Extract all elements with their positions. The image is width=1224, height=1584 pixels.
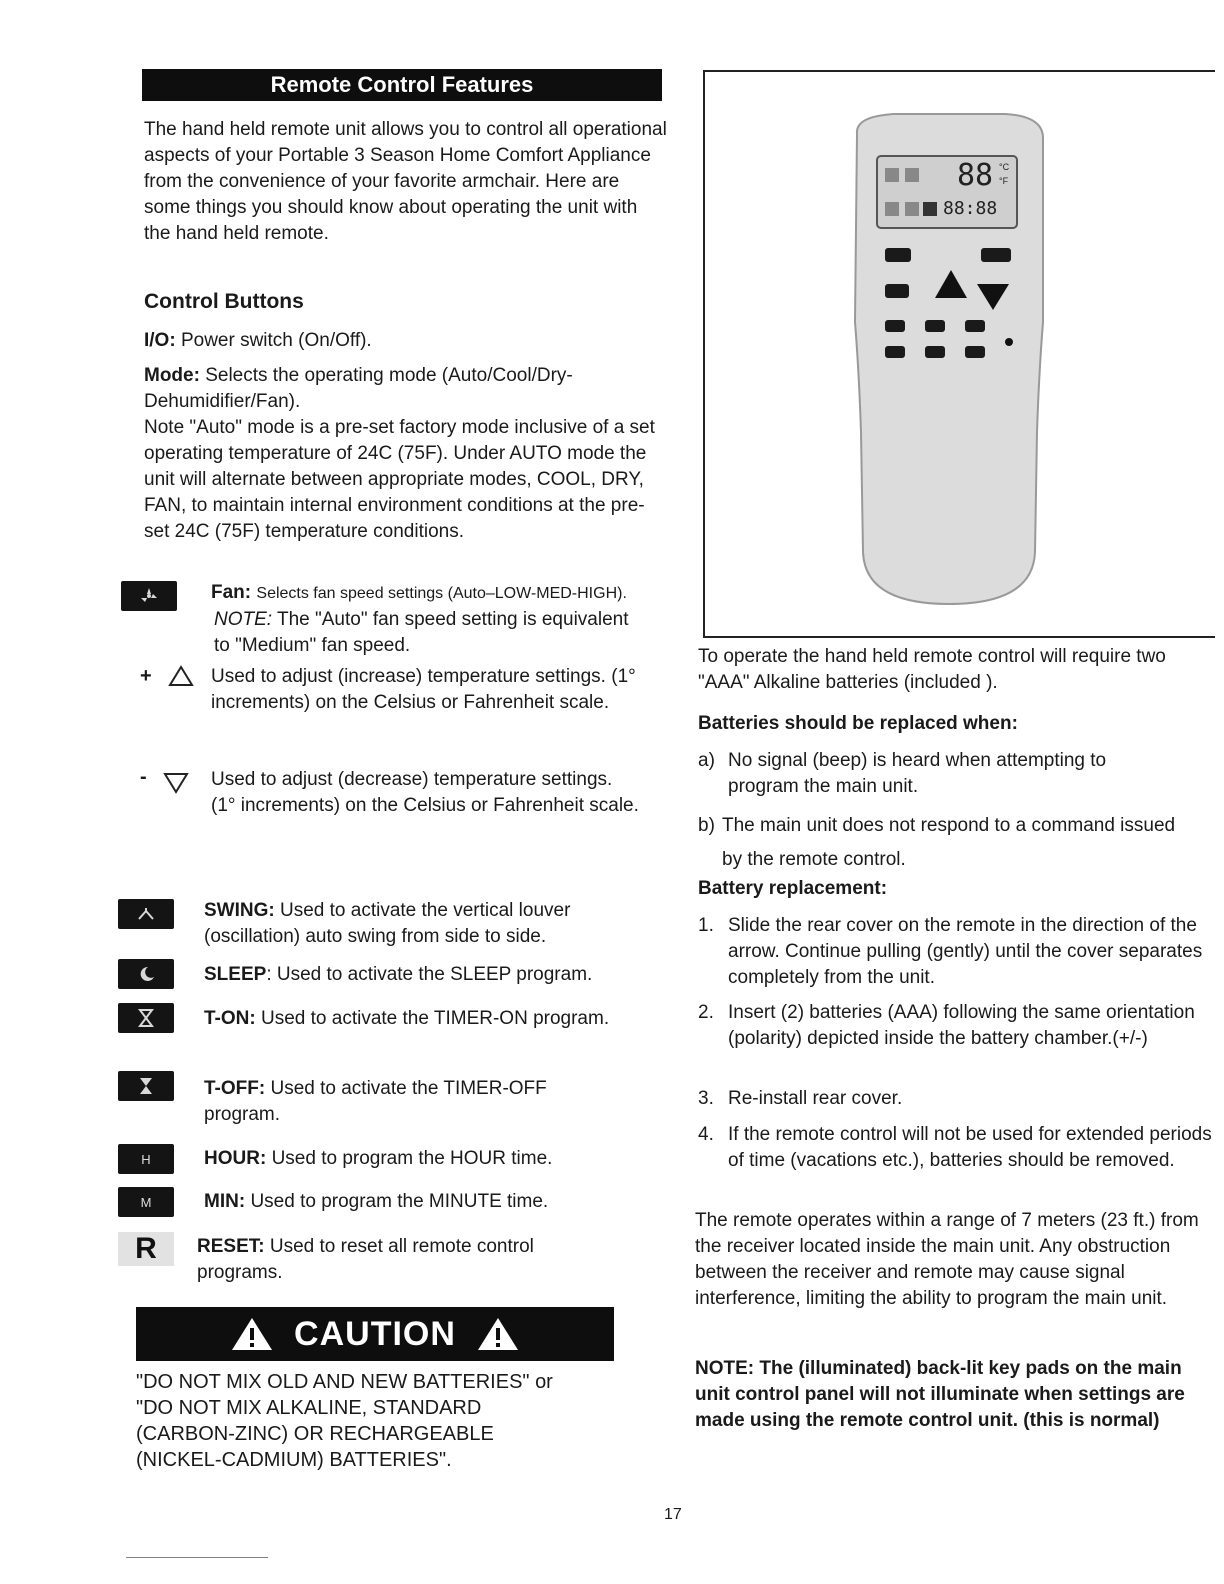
backlight-note: NOTE: The (illuminated) back-lit key pads on the main unit control panel will not illuminate when settings are made using the remote control unit. (this is normal): [695, 1358, 1185, 1431]
hour-label: HOUR:: [204, 1148, 267, 1169]
plus-sign: +: [140, 665, 152, 687]
plus-description: Used to adjust (increase) temperature settings. (1° increments) on the Celsius or Fahrenheit scale.: [211, 666, 636, 713]
fan-text: Selects fan speed settings (Auto–LOW-MED-HIGH).: [256, 585, 627, 602]
remote-unit-fahrenheit: °F: [999, 176, 1009, 186]
mode-description: [144, 363, 664, 415]
timer-off-icon: [118, 1071, 174, 1101]
swing-icon: [118, 899, 174, 929]
remote-button: [965, 320, 985, 332]
reset-text: Used to reset all remote control programs.: [197, 1236, 534, 1283]
replace-a-text: No signal (beep) is heard when attempting to program the main unit.: [728, 750, 1107, 797]
fan-label: Fan:: [211, 582, 252, 603]
replace-b-label: b): [698, 815, 715, 836]
step-item: [698, 1122, 1213, 1202]
caution-line-1: "DO NOT MIX OLD AND NEW BATTERIES" or: [136, 1371, 553, 1393]
replacement-heading: Battery replacement:: [698, 878, 888, 899]
min-icon: M: [118, 1187, 174, 1217]
reset-label: RESET:: [197, 1236, 265, 1257]
footer-rule: [126, 1557, 268, 1558]
batteries-intro: To operate the hand held remote control will require two "AAA" Alkaline batteries (included ).: [698, 646, 1166, 693]
hour-description: [204, 1146, 664, 1172]
fan-icon: [121, 581, 177, 611]
sleep-label: SLEEP: [204, 964, 267, 985]
replace-b-text: The main unit does not respond to a command issued by the remote control.: [722, 815, 1176, 870]
hour-icon: H: [118, 1144, 174, 1174]
caution-line-2: "DO NOT MIX ALKALINE, STANDARD (CARBON-ZINC) OR RECHARGEABLE (NICKEL-CADMIUM) BATTERIES".: [136, 1397, 494, 1471]
timer-off-label: T-OFF:: [204, 1078, 266, 1099]
warning-icon: [476, 1316, 520, 1352]
intro-paragraph: The hand held remote unit allows you to control all operational aspects of your Portable 3 Season Home Comfort Appliance from the convenience of your favorite armchair. Here are some things you should know about operating the unit with the hand held remote.: [144, 119, 667, 244]
timer-on-description: [204, 1006, 624, 1032]
fan-note: [214, 607, 634, 659]
step-number: 1.: [698, 915, 714, 936]
reset-icon: R: [118, 1232, 174, 1266]
remote-temp-readout: 88: [957, 158, 994, 193]
step-item: [698, 913, 1213, 993]
remote-unit-celsius: °C: [999, 162, 1010, 172]
hour-text: Used to program the HOUR time.: [271, 1148, 553, 1169]
remote-button: [885, 320, 905, 332]
mode-text: Selects the operating mode (Auto/Cool/Dry-Dehumidifier/Fan).: [144, 365, 573, 412]
fan-note-label: NOTE:: [214, 609, 273, 630]
step-text: Re-install rear cover.: [728, 1088, 903, 1109]
swing-description: [204, 898, 654, 950]
sleep-icon: [118, 959, 174, 989]
step-text: Slide the rear cover on the remote in the direction of the arrow. Continue pulling (gently) until the cover separates completely from the unit.: [728, 915, 1203, 988]
step-text: If the remote control will not be used for extended periods of time (vacations etc.), batteries should be removed.: [728, 1124, 1212, 1171]
fan-note-text: The "Auto" fan speed setting is equivalent to "Medium" fan speed.: [214, 609, 629, 656]
swing-text: Used to activate the vertical louver (oscillation) auto swing from side to side.: [204, 900, 571, 947]
swing-label: SWING:: [204, 900, 275, 921]
down-triangle-icon: [163, 772, 189, 799]
remote-reset-dot: [1005, 338, 1013, 346]
timer-on-label: T-ON:: [204, 1008, 256, 1029]
remote-button: [925, 346, 945, 358]
minus-description: Used to adjust (decrease) temperature settings. (1° increments) on the Celsius or Fahrenheit scale.: [211, 769, 639, 816]
replace-item-a: [698, 748, 1198, 808]
remote-button: [925, 320, 945, 332]
replace-item-b: [698, 809, 1198, 869]
remote-illustration-frame: [703, 70, 1215, 638]
remote-control-illustration: [705, 72, 1215, 636]
io-text: Power switch (On/Off).: [180, 330, 372, 351]
caution-banner: [136, 1307, 614, 1361]
timer-off-description: [204, 1076, 624, 1128]
up-triangle-icon: [168, 665, 194, 692]
replace-heading: Batteries should be replaced when:: [698, 713, 1018, 734]
replace-a-label: a): [698, 750, 715, 771]
sleep-text: : Used to activate the SLEEP program.: [266, 964, 593, 985]
min-label: MIN:: [204, 1191, 246, 1212]
remote-button: [965, 346, 985, 358]
step-number: 2.: [698, 1002, 714, 1023]
timer-on-text: Used to activate the TIMER-ON program.: [261, 1008, 610, 1029]
timer-on-icon: [118, 1003, 174, 1033]
timer-off-text: Used to activate the TIMER-OFF program.: [204, 1078, 547, 1125]
step-number: 4.: [698, 1124, 714, 1145]
reset-description: [197, 1234, 617, 1286]
section-title: Remote Control Features: [142, 69, 662, 101]
io-label: I/O:: [144, 330, 176, 351]
step-text: Insert (2) batteries (AAA) following the same orientation (polarity) depicted inside the battery chamber.(+/-): [728, 1002, 1195, 1049]
caution-title: CAUTION: [294, 1314, 456, 1353]
control-buttons-heading: Control Buttons: [144, 290, 304, 313]
min-text: Used to program the MINUTE time.: [250, 1191, 549, 1212]
minus-sign: -: [140, 766, 147, 788]
io-description: [144, 328, 668, 354]
step-item: [698, 1086, 1213, 1116]
min-description: [204, 1189, 664, 1215]
range-paragraph: The remote operates within a range of 7 meters (23 ft.) from the receiver located inside the main unit. Any obstruction between the receiver and remote may cause signal interference, limiting the ability to program the main unit.: [695, 1210, 1199, 1309]
step-item: [698, 1000, 1213, 1080]
sleep-description: [204, 962, 664, 988]
mode-note: Note "Auto" mode is a pre-set factory mode inclusive of a set operating temperature of 24C (75F). Under AUTO mode the unit will alternate between appropriate modes, COOL, DRY, FAN, to maintain internal environment conditions at the pre-set 24C (75F) temperature conditions.: [144, 417, 655, 542]
step-number: 3.: [698, 1088, 714, 1109]
fan-description: [211, 580, 671, 607]
remote-button: [885, 346, 905, 358]
page-number: 17: [664, 1506, 682, 1523]
remote-time-readout: 88:88: [943, 198, 998, 219]
warning-icon: [230, 1316, 274, 1352]
mode-label: Mode:: [144, 365, 200, 386]
